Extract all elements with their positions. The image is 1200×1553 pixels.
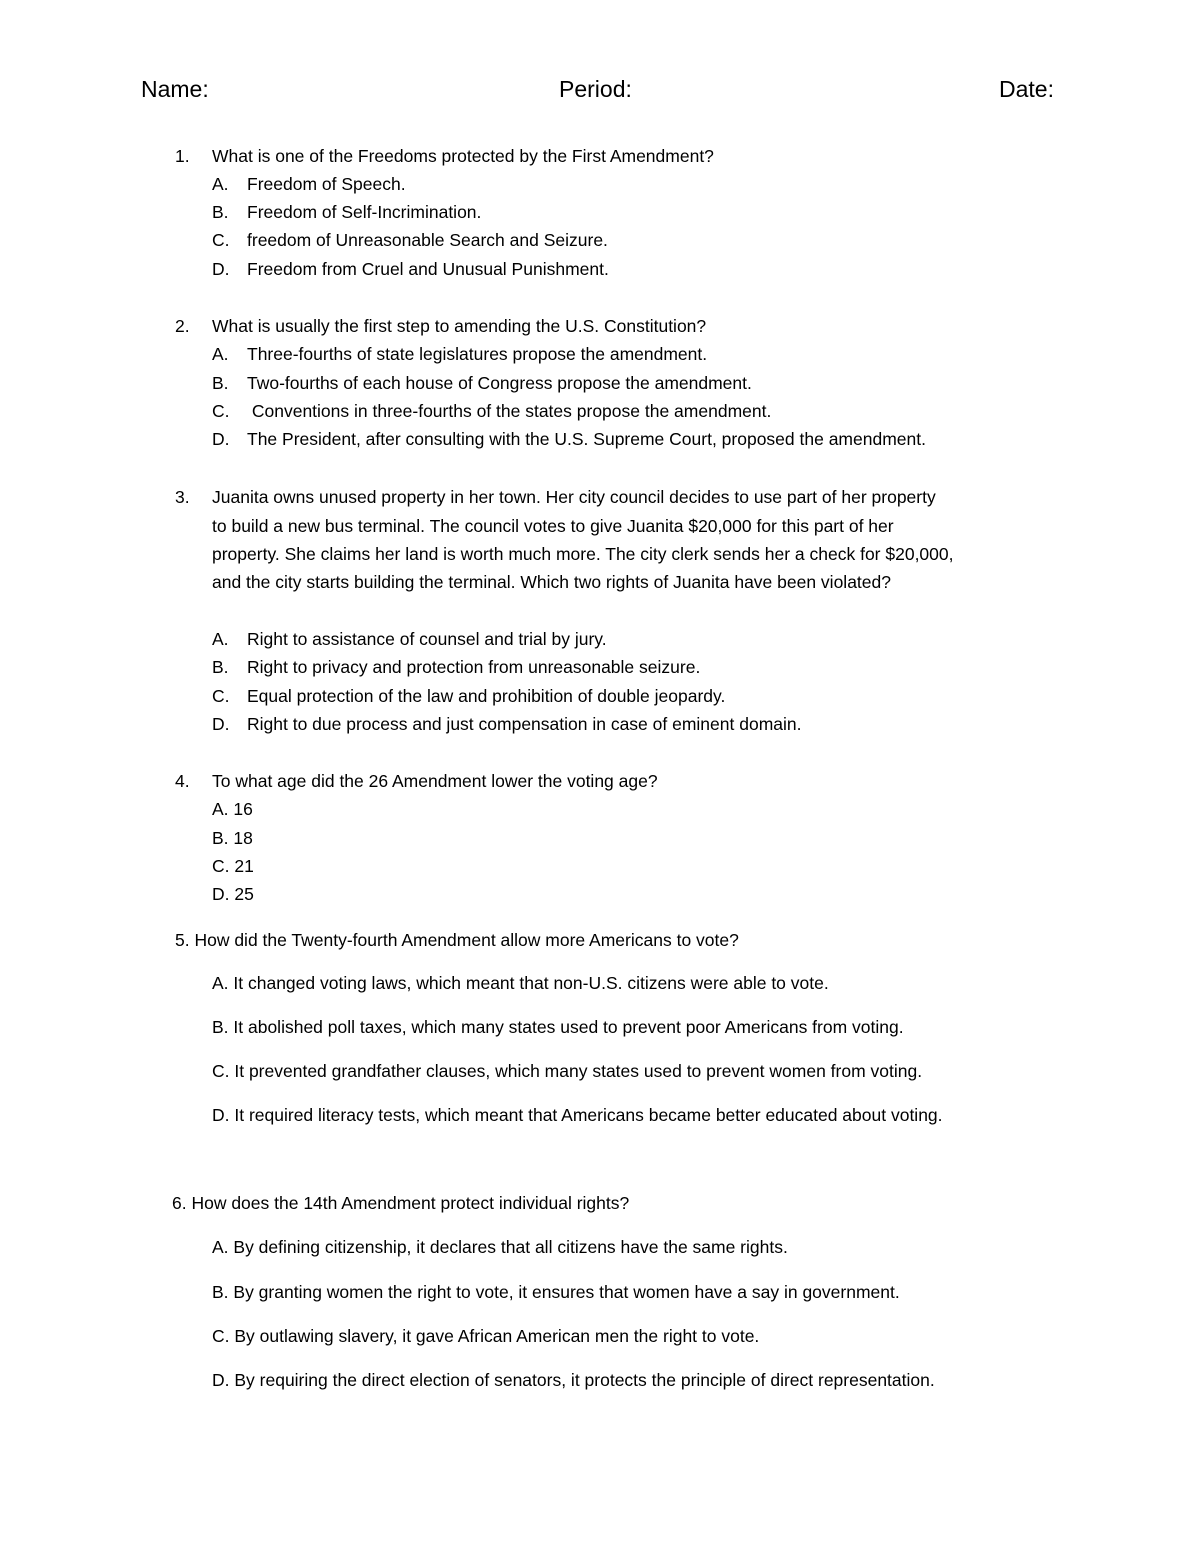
question-number: 1. [175, 146, 190, 166]
option-letter: A. [212, 629, 229, 649]
option-letter: D. [212, 714, 230, 734]
option-b: B. By granting women the right to vote, it ensures that women have a say in government. [212, 1282, 900, 1302]
option-d: D. It required literacy tests, which meant that Americans became better educated about voting. [212, 1105, 943, 1125]
question-5-stem: 5. How did the Twenty-fourth Amendment allow more Americans to vote? [175, 930, 739, 950]
option-letter: A. [212, 174, 229, 194]
question-text: What is one of the Freedoms protected by the First Amendment? [212, 146, 714, 166]
date-label: Date: [999, 76, 1054, 102]
option-b: B. 18 [212, 828, 253, 848]
question-number: 2. [175, 316, 190, 336]
question-text: property. She claims her land is worth much more. The city clerk sends her a check for $20,000, [212, 544, 954, 564]
option-text: Freedom of Self-Incrimination. [247, 202, 482, 222]
option-d: D. By requiring the direct election of senators, it protects the principle of direct representation. [212, 1370, 935, 1390]
option-letter: B. [212, 657, 229, 677]
option-letter: B. [212, 202, 229, 222]
option-text: Equal protection of the law and prohibition of double jeopardy. [247, 686, 726, 706]
option-a: A. 16 [212, 799, 253, 819]
option-text: Freedom from Cruel and Unusual Punishment. [247, 259, 609, 279]
option-a: A. It changed voting laws, which meant that non-U.S. citizens were able to vote. [212, 973, 829, 993]
option-letter: D. [212, 429, 230, 449]
question-6-stem: 6. How does the 14th Amendment protect individual rights? [172, 1193, 630, 1213]
question-text: Juanita owns unused property in her town. Her city council decides to use part of her property [212, 487, 936, 507]
option-a: A. By defining citizenship, it declares that all citizens have the same rights. [212, 1237, 788, 1257]
name-label: Name: [141, 76, 209, 102]
option-letter: D. [212, 259, 230, 279]
option-text: Freedom of Speech. [247, 174, 406, 194]
option-c: C. 21 [212, 856, 254, 876]
question-text: To what age did the 26 Amendment lower the voting age? [212, 771, 658, 791]
option-letter: C. [212, 401, 230, 421]
option-letter: C. [212, 686, 230, 706]
question-text: What is usually the first step to amending the U.S. Constitution? [212, 316, 707, 336]
option-text: Right to privacy and protection from unreasonable seizure. [247, 657, 701, 677]
option-text: Right to assistance of counsel and trial by jury. [247, 629, 607, 649]
option-c: C. It prevented grandfather clauses, which many states used to prevent women from voting. [212, 1061, 923, 1081]
question-number: 3. [175, 487, 190, 507]
question-text: to build a new bus terminal. The council votes to give Juanita $20,000 for this part of her [212, 516, 894, 536]
period-label: Period: [559, 76, 632, 102]
option-text: Two-fourths of each house of Congress propose the amendment. [247, 373, 752, 393]
question-number: 4. [175, 771, 190, 791]
option-d: D. 25 [212, 884, 254, 904]
option-text: Conventions in three-fourths of the states propose the amendment. [247, 401, 772, 421]
option-b: B. It abolished poll taxes, which many states used to prevent poor Americans from voting. [212, 1017, 904, 1037]
option-text: Three-fourths of state legislatures propose the amendment. [247, 344, 708, 364]
option-text: Right to due process and just compensation in case of eminent domain. [247, 714, 802, 734]
option-letter: C. [212, 230, 230, 250]
option-c: C. By outlawing slavery, it gave African American men the right to vote. [212, 1326, 760, 1346]
question-text: and the city starts building the terminal. Which two rights of Juanita have been violated? [212, 572, 891, 592]
option-text: freedom of Unreasonable Search and Seizure. [247, 230, 608, 250]
option-text: The President, after consulting with the U.S. Supreme Court, proposed the amendment. [247, 429, 926, 449]
option-letter: B. [212, 373, 229, 393]
option-letter: A. [212, 344, 229, 364]
